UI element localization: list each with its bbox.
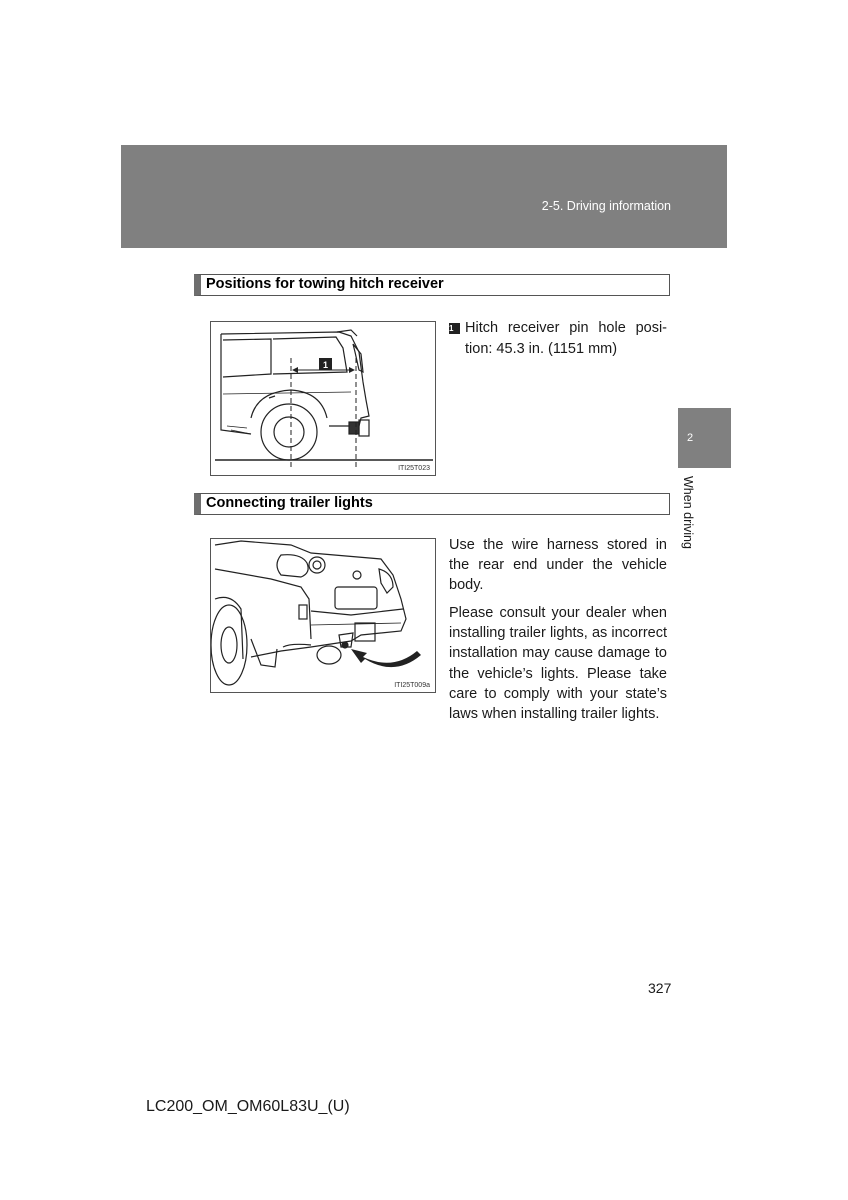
- callout-line-1: [449, 318, 667, 339]
- trailer-lights-figure: [210, 538, 436, 693]
- chapter-number: 2: [687, 432, 694, 444]
- section-heading-text: Positions for towing hitch receiver: [206, 276, 444, 292]
- figure-code: ITI25T023: [398, 465, 430, 472]
- chapter-label: When driving: [681, 476, 695, 549]
- vehicle-side-illustration: [211, 322, 436, 476]
- callout-line-2: tion: 45.3 in. (1151 mm): [465, 341, 618, 357]
- page-number: 327: [648, 980, 672, 996]
- section-heading-hitch: [194, 274, 670, 296]
- hitch-position-figure: [210, 321, 436, 476]
- callout-hitch-pin: [449, 318, 667, 360]
- figure-code: ITI25T009a: [394, 682, 430, 689]
- vehicle-rear-illustration: [211, 539, 436, 693]
- document-code: LC200_OM_OM60L83U_(U): [146, 1098, 350, 1115]
- chapter-tab: [678, 408, 731, 468]
- callout-text-1: Hitch receiver pin hole posi-: [465, 320, 667, 336]
- callout-marker: 1: [449, 323, 460, 334]
- section-heading-text: Connecting trailer lights: [206, 495, 373, 511]
- figure-marker: 1: [322, 360, 329, 370]
- paragraph-dealer-advice: Please consult your dealer when installing trailer lights, as incorrect installation may cause damage to the vehicle’s lights. Please take care to comply with your state’s laws when installing trailer lights.: [449, 605, 667, 723]
- section-title: 2-5. Driving information: [541, 199, 671, 213]
- paragraph-wire-harness: Use the wire harness stored in the rear end under the vehicle body.: [449, 537, 667, 594]
- header-band: [121, 145, 727, 248]
- section-heading-trailer-lights: [194, 493, 670, 515]
